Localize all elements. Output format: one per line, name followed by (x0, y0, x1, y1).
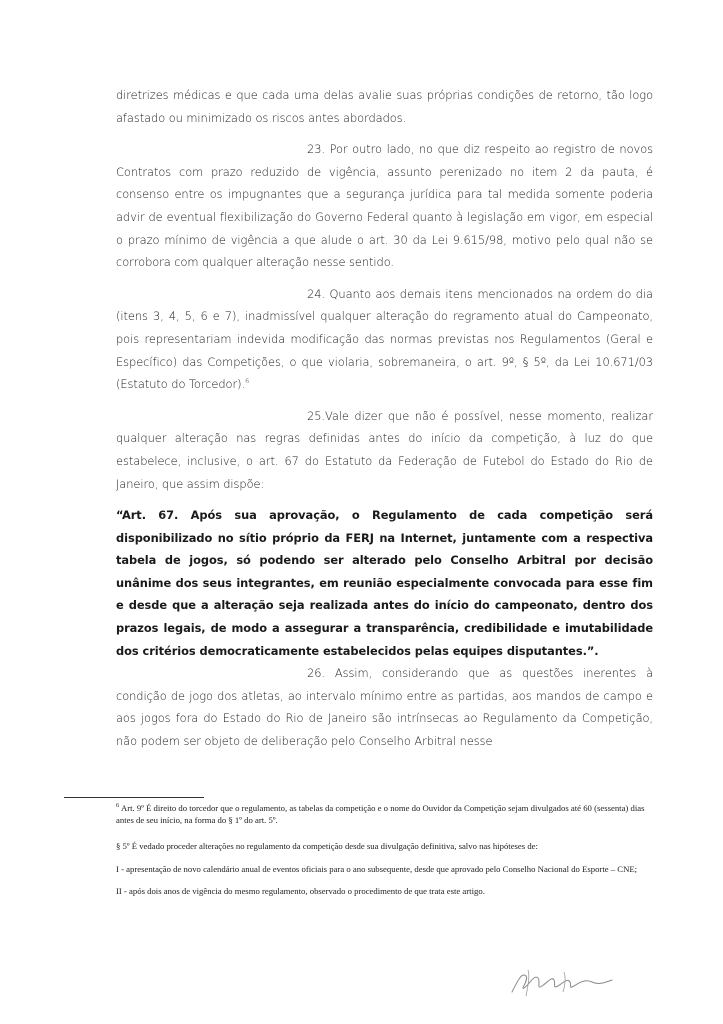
signature-image (508, 962, 618, 1000)
footnote-6 (116, 803, 657, 826)
paragraph-25: 25.Vale dizer que não é possível, nesse momento, realizar qualquer alteração nas regras definidas antes do início da competição, à luz do que estabelece, inclusive, o art. 67 do Estatuto da Federação de Futebol do Estado do Rio de Janeiro, que assim dispõe: (116, 408, 653, 491)
paragraph-24-text: 24. Quanto aos demais itens mencionados na ordem do dia (itens 3, 4, 5, 6 e 7), inadmissível qualquer alteração do regramento atual do Campeonato, pois representariam indevida modificação das normas previstas nos Regulamentos (Geral e Específico) das Competições, o que violaria, sobremaneira, o art. 9º, § 5º, da Lei 10.671/03 (Estatuto do Torcedor). (116, 286, 653, 392)
paragraph-26: 26. Assim, considerando que as questões inerentes à condição de jogo dos atletas, ao intervalo mínimo entre as partidas, aos mandos de campo e aos jogos fora do Estado do Rio de Janeiro são intrínsecas ao Regulamento da Competição, não podem ser objeto de deliberação pelo Conselho Arbitral nesse (116, 666, 653, 749)
footnotes (116, 803, 657, 909)
paragraph-24 (116, 283, 653, 396)
body-text (116, 84, 653, 753)
paragraph-opening: diretrizes médicas e que cada uma delas avalie suas próprias condições de retorno, tão logo afastado ou minimizado os riscos antes abordados. (116, 88, 653, 125)
footnote-item-ii: II - após dois anos de vigência do mesmo regulamento, observado o procedimento de que trata este artigo. (116, 886, 485, 897)
footnote-6-text: Art. 9º É direito do torcedor que o regulamento, as tabelas da competição e o nome do Ouvidor da Competição sejam divulgados até 60 (sessenta) dias antes de seu início, na forma do § 1º do art. 5º. (116, 803, 645, 825)
footnote-paragraph-5: § 5º É vedado proceder alterações no regulamento da competição desde sua divulgação definitiva, salvo nas hipóteses de: (116, 841, 538, 852)
footnote-item-i: I - apresentação de novo calendário anual de eventos oficiais para o ano subsequente, desde que aprovado pelo Conselho Nacional do Esporte – CNE; (116, 863, 638, 874)
footnote-6-marker: 6 (116, 802, 120, 810)
quote-art-67: “Art. 67. Após sua aprovação, o Regulamento de cada competição será disponibilizado no sítio próprio da FERJ na Internet, juntamente com a respectiva tabela de jogos, só podendo ser alterado pelo Conselho Arbitral por decisão unânime dos seus integrantes, em reunião especialmente convocada para esse fim e desde que a alteração seja realizada antes do início do campeonato, dentro dos prazos legais, de modo a assegurar a transparência, credibilidade e imutabilidade dos critérios democraticamente estabelecidos pelas equipes disputantes.”. (116, 508, 653, 658)
footnote-divider (64, 797, 204, 798)
footnote-ref-6: 6 (245, 377, 250, 386)
paragraph-23: 23. Por outro lado, no que diz respeito ao registro de novos Contratos com prazo reduzido de vigência, assunto perenizado no item 2 da pauta, é consenso entre os impugnantes que a segurança jurídica para tal medida somente poderia advir de eventual flexibilização do Governo Federal quanto à legislação em vigor, em especial o prazo mínimo de vigência a que alude o art. 30 da Lei 9.615/98, motivo pelo qual não se corrobora com qualquer alteração nesse sentido. (116, 142, 653, 270)
